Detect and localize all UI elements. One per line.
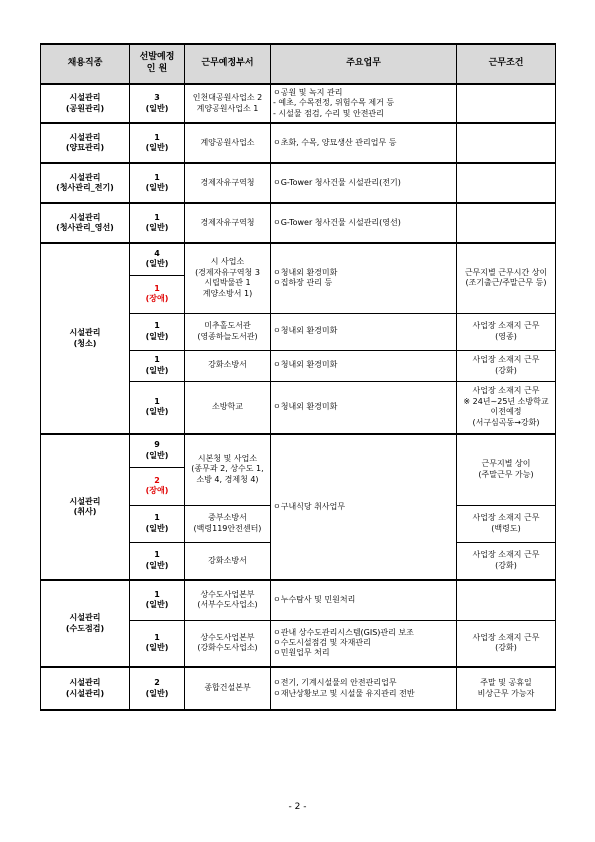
work-condition (457, 620, 556, 667)
headcount (130, 381, 185, 434)
text-line: 상수도사업본부 (200, 632, 255, 642)
headcount (130, 505, 185, 542)
text-line: (수도점검) (65, 623, 105, 633)
text-line: 시설관리 (69, 132, 101, 142)
text-line: 강화소방서 (208, 360, 247, 370)
text-line: ㅇ청내외 환경미화 (273, 360, 338, 370)
table-row (41, 123, 556, 163)
text-line: 주요업무 (346, 58, 381, 69)
text-line: 비상근무 가능자 (477, 688, 535, 698)
text-line: (조기출근/주말근무 등) (465, 278, 547, 288)
text-line: 2 (154, 475, 160, 485)
text-line: 2 (154, 678, 160, 688)
department (185, 163, 271, 203)
headcount (130, 243, 185, 275)
text-line: ㅇ전기, 기계시설물의 안전관리업무 (273, 678, 397, 688)
work-condition (457, 505, 556, 542)
text-line: (경제자유구역청 3 (195, 267, 260, 277)
text-line: 1 (154, 172, 160, 182)
headcount (130, 350, 185, 381)
department (185, 350, 271, 381)
text-line: (일반) (145, 407, 169, 417)
text-line: (일반) (145, 259, 169, 269)
text-line: 1 (154, 550, 160, 560)
headcount (130, 542, 185, 580)
headcount (130, 434, 185, 467)
department (185, 620, 271, 667)
work-condition (457, 434, 556, 505)
work-condition (457, 667, 556, 710)
text-line: 사업장 소재지 근무 (472, 355, 540, 365)
job-category (41, 434, 130, 580)
text-line: 이전예정 (490, 407, 522, 417)
text-line: (양묘관리) (65, 143, 105, 152)
headcount (130, 163, 185, 203)
text-line: 선발예정 (139, 52, 175, 63)
work-condition (457, 542, 556, 580)
text-line: 소방 4, 경제청 4) (196, 474, 259, 484)
main-duties (271, 434, 457, 580)
headcount-disabled (130, 467, 185, 505)
text-line: (청사관리_전기) (56, 183, 114, 192)
text-line: 강화소방서 (208, 555, 247, 565)
text-line: 시설관리 (69, 678, 101, 688)
headcount (130, 667, 185, 710)
text-line: 4 (154, 248, 160, 258)
text-line: 계양공원사업소 (200, 137, 255, 147)
text-line: (일반) (145, 643, 169, 653)
text-line: 시설관리 (69, 172, 101, 182)
text-line: 1 (154, 589, 160, 599)
text-line: (강화) (495, 365, 517, 375)
text-line: 근무지별 상이 (481, 459, 531, 469)
main-duties (271, 243, 457, 313)
text-line: - 예초, 수목전정, 위험수목 제거 등 (273, 98, 395, 108)
text-line: (취사) (73, 507, 97, 516)
text-line: (청사관리_영선) (56, 223, 114, 232)
text-line: 1 (154, 283, 160, 293)
text-line: 근무지별 근무시간 상이 (464, 267, 548, 277)
table-row (41, 243, 556, 275)
text-line: 채용직종 (67, 58, 103, 69)
headcount (130, 313, 185, 350)
work-condition (457, 243, 556, 313)
text-line: 사업장 소재지 근무 (472, 632, 540, 642)
text-line: 주말 및 공휴일 (480, 678, 532, 688)
department (185, 667, 271, 710)
work-condition (457, 350, 556, 381)
text-line: (일반) (145, 523, 169, 533)
job-category (41, 243, 130, 434)
job-category (41, 203, 130, 243)
text-line: 1 (154, 513, 160, 523)
text-line: 계양소방서 1) (202, 288, 253, 298)
text-line: 시본청 및 사업소 (197, 453, 258, 463)
text-line: 시설관리 (69, 93, 101, 103)
department (185, 123, 271, 163)
headcount-disabled (130, 275, 185, 313)
text-line: ㅇ민원업무 처리 (273, 648, 330, 658)
text-line: (강화) (495, 560, 517, 570)
page-number: - 2 - (288, 802, 307, 812)
text-line: 계양공원사업소 1 (196, 103, 259, 113)
text-line: 시립박물관 1 (204, 278, 251, 288)
work-condition (457, 163, 556, 203)
header-dept (185, 44, 271, 84)
text-line: (서부수도사업소) (197, 600, 258, 610)
headcount (130, 84, 185, 123)
headcount (130, 123, 185, 163)
department (185, 203, 271, 243)
table-header-row (41, 44, 556, 84)
text-line: 9 (154, 440, 160, 450)
text-line: (일반) (145, 365, 169, 375)
job-category (41, 84, 130, 123)
text-line: (주말근무 가능) (478, 469, 534, 479)
text-line: (청소) (73, 338, 97, 348)
text-line: ㅇ청내외 환경미화 (273, 326, 338, 336)
text-line: 종합건설본부 (204, 683, 251, 693)
text-line: (강화) (495, 643, 517, 653)
text-line: (백령119안전센터) (193, 523, 262, 533)
text-line: (일반) (145, 560, 169, 570)
text-line: 소방학교 (212, 402, 243, 412)
main-duties (271, 313, 457, 350)
work-condition (457, 84, 556, 123)
text-line: (장애) (145, 486, 169, 495)
main-duties (271, 667, 457, 710)
work-condition (457, 580, 556, 620)
text-line: ㅇ관내 상수도관리시스템(GIS)관리 보조 (273, 627, 414, 637)
headcount (130, 203, 185, 243)
text-line: ㅇ집하장 관리 등 (273, 278, 333, 288)
text-line: (일반) (145, 450, 169, 460)
text-line: ㅇ초화, 수목, 양묘생산 관리업무 등 (273, 137, 397, 147)
text-line: 근무예정부서 (201, 58, 254, 69)
text-line: ㅇ누수탐사 및 민원처리 (273, 595, 356, 605)
text-line: (일반) (145, 331, 169, 341)
text-line: 시 사업소 (210, 257, 245, 267)
text-line: (시설관리) (65, 688, 105, 698)
table-row (41, 163, 556, 203)
text-line: 시설관리 (69, 496, 101, 506)
text-line: 1 (154, 396, 160, 406)
text-line: 중부소방서 (208, 513, 247, 523)
text-line: 인 원 (146, 64, 168, 74)
header-count (130, 44, 185, 84)
text-line: (영종) (495, 331, 517, 341)
text-line: 시설관리 (69, 212, 101, 222)
department (185, 434, 271, 505)
text-line: 사업장 소재지 근무 (472, 513, 540, 523)
text-line: 1 (154, 132, 160, 142)
department (185, 505, 271, 542)
table-row (41, 203, 556, 243)
text-line: ㅇ청내외 환경미화 (273, 402, 338, 412)
text-line: 1 (154, 355, 160, 365)
text-line: ㅇG-Tower 청사건물 시설관리(영선) (273, 217, 401, 227)
text-line: ㅇ청내외 환경미화 (273, 267, 338, 277)
text-line: (서구심곡동→강화) (472, 417, 540, 427)
job-category (41, 667, 130, 710)
header-cond (457, 44, 556, 84)
job-category (41, 580, 130, 667)
work-condition (457, 123, 556, 163)
text-line: 3 (154, 93, 160, 103)
job-category (41, 123, 130, 163)
text-line: (공원관리) (65, 103, 105, 113)
text-line: (일반) (145, 223, 169, 232)
text-line: ※ 24년~25년 소방학교 (463, 396, 549, 406)
main-duties (271, 620, 457, 667)
text-line: 근무조건 (488, 58, 524, 69)
work-condition (457, 381, 556, 434)
main-duties (271, 203, 457, 243)
headcount (130, 580, 185, 620)
main-duties (271, 350, 457, 381)
text-line: 사업장 소재지 근무 (472, 550, 540, 560)
text-line: (종무과 2, 상수도 1, (191, 464, 264, 474)
recruitment-table (40, 43, 556, 711)
text-line: (강화수도사업소) (197, 643, 258, 653)
text-line: (백령도) (491, 523, 521, 533)
text-line: ㅇ수도시설점검 및 자재관리 (273, 638, 371, 648)
text-line: 1 (154, 321, 160, 331)
text-line: 인천대공원사업소 2 (192, 93, 263, 103)
text-line: 1 (154, 212, 160, 222)
text-line: - 시설물 점검, 수리 및 안전관리 (273, 108, 384, 118)
text-line: 시설관리 (69, 613, 101, 623)
text-line: (일반) (145, 600, 169, 610)
department (185, 84, 271, 123)
work-condition (457, 203, 556, 243)
main-duties (271, 163, 457, 203)
department (185, 542, 271, 580)
text-line: 사업장 소재지 근무 (472, 386, 540, 396)
text-line: 시설관리 (69, 328, 101, 338)
text-line: 상수도사업본부 (200, 589, 255, 599)
table-row (41, 580, 556, 620)
main-duties (271, 123, 457, 163)
main-duties (271, 381, 457, 434)
department (185, 243, 271, 313)
main-duties (271, 84, 457, 123)
text-line: 사업장 소재지 근무 (472, 321, 540, 331)
text-line: (일반) (145, 688, 169, 698)
text-line: ㅇ구내식당 취사업무 (273, 501, 346, 511)
department (185, 313, 271, 350)
text-line: (영종하늘도서관) (197, 331, 258, 341)
table-row (41, 434, 556, 467)
text-line: (일반) (145, 183, 169, 192)
header-job (41, 44, 130, 84)
text-line: 경제자유구역청 (200, 177, 255, 187)
table-row (41, 667, 556, 710)
headcount (130, 620, 185, 667)
text-line: (일반) (145, 103, 169, 113)
text-line: (장애) (145, 294, 169, 303)
job-category (41, 163, 130, 203)
main-duties (271, 580, 457, 620)
text-line: (일반) (145, 143, 169, 152)
text-line: ㅇ재난상황보고 및 시설물 유지관리 전반 (273, 688, 415, 698)
text-line: ㅇG-Tower 청사건물 시설관리(전기) (273, 177, 401, 187)
department (185, 381, 271, 434)
text-line: 1 (154, 632, 160, 642)
department (185, 580, 271, 620)
text-line: 경제자유구역청 (200, 217, 255, 227)
work-condition (457, 313, 556, 350)
table-row (41, 84, 556, 123)
header-duty (271, 44, 457, 84)
text-line: 미추홀도서관 (204, 321, 251, 331)
text-line: ㅇ공원 및 녹지 관리 (273, 87, 343, 97)
